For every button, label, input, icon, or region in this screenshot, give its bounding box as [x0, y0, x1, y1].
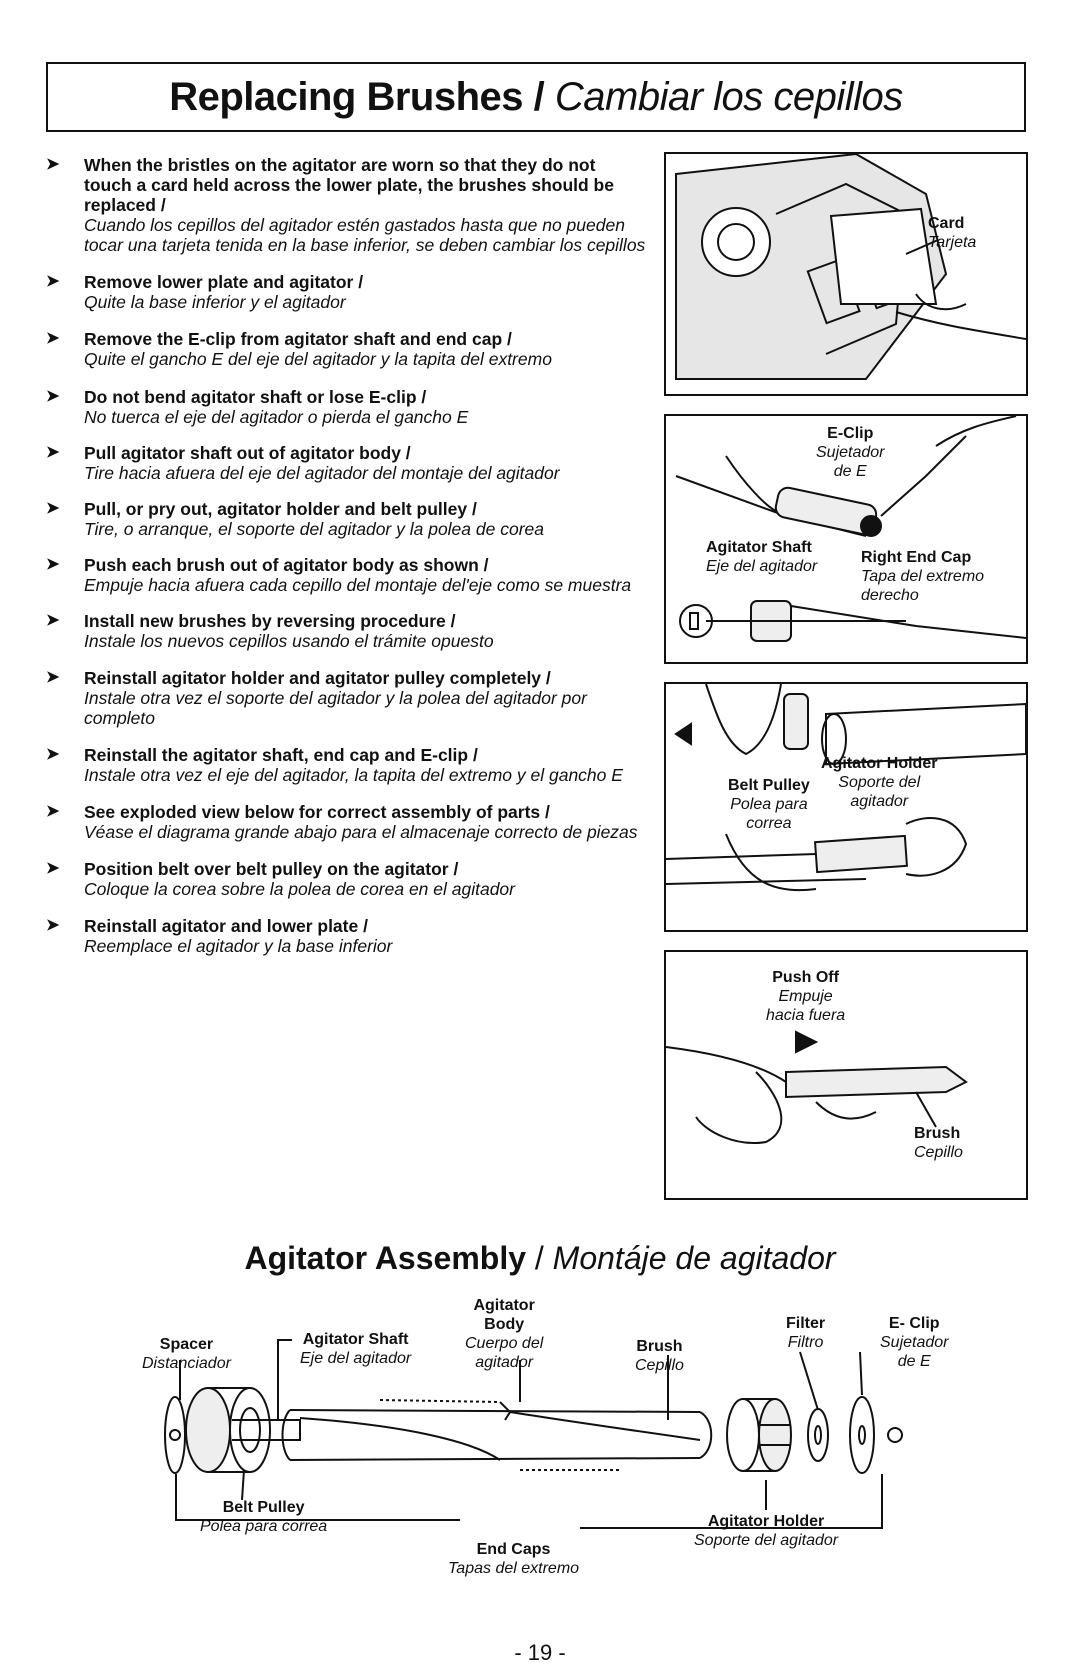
- agitator-holder-label: Agitator Holder Soporte del agitador: [694, 1513, 839, 1549]
- brush-label: Brush Cepillo: [635, 1338, 684, 1374]
- filter-label: Filter Filtro: [786, 1315, 826, 1351]
- bullet-arrow-icon: ➤: [46, 444, 60, 461]
- bullet-arrow-icon: ➤: [46, 803, 60, 820]
- belt-pulley-label: Belt Pulley Polea para correa: [728, 777, 810, 832]
- instruction-step: ➤ Do not bend agitator shaft or lose E-clip / No tuerca el eje del agitador o pierda el gancho E: [46, 387, 469, 427]
- bullet-arrow-icon: ➤: [46, 612, 60, 629]
- end-caps-label: End Caps Tapas del extremo: [448, 1541, 580, 1577]
- vacuum-card-illustration: [666, 154, 1026, 394]
- instruction-list: [46, 155, 646, 970]
- instruction-step: ➤ Reinstall agitator and lower plate / Reemplace el agitador y la base inferior: [46, 916, 393, 956]
- bullet-arrow-icon: ➤: [46, 273, 60, 290]
- push-brush-illustration: [666, 952, 1026, 1198]
- push-off-label: Push Off Empuje hacia fuera: [766, 969, 846, 1024]
- bullet-arrow-icon: ➤: [46, 746, 60, 763]
- instruction-step: ➤ Push each brush out of agitator body as shown / Empuje hacia afuera cada cepillo del montaje del'eje como se muestra: [46, 555, 632, 595]
- instruction-step: ➤ Pull agitator shaft out of agitator body / Tire hacia afuera del eje del agitador del montaje del agitador: [46, 443, 560, 483]
- bullet-arrow-icon: ➤: [46, 330, 60, 347]
- card-label: Card Tarjeta: [928, 215, 977, 251]
- assembly-title: Agitator Assembly / Montáje de agitador: [244, 1240, 836, 1276]
- bullet-arrow-icon: ➤: [46, 860, 60, 877]
- bullet-arrow-icon: ➤: [46, 556, 60, 573]
- instruction-step: ➤ Reinstall the agitator shaft, end cap and E-clip / Instale otra vez el eje del agitador, la tapita del extremo y el gancho E: [46, 745, 623, 785]
- eclip-label: E-Clip Sujetador de E: [816, 425, 885, 480]
- holder-pulley-figure: [664, 682, 1028, 932]
- right-end-cap-label: Right End Cap Tapa del extremo derecho: [861, 549, 985, 604]
- instruction-step: ➤ See exploded view below for correct assembly of parts / Véase el diagrama grande abajo para el almacenaje correcto de piezas: [46, 802, 638, 842]
- agitator-body-label: Agitator Body Cuerpo del agitador: [465, 1297, 544, 1371]
- bullet-arrow-icon: ➤: [46, 156, 60, 173]
- eclip-removal-figure: [664, 414, 1028, 664]
- instruction-step: ➤ When the bristles on the agitator are worn so that they do not touch a card held across the lower plate, the brushes should be replaced / Cuando los cepillos del agitador estén gastados hasta que no pueden tocar una tarjeta tenida en la base inferior, se deben cambiar los cepillos: [46, 155, 646, 255]
- bullet-arrow-icon: ➤: [46, 917, 60, 934]
- instruction-step: ➤ Install new brushes by reversing procedure / Instale los nuevos cepillos usando el trámite opuesto: [46, 611, 494, 651]
- instruction-step: ➤ Remove lower plate and agitator / Quite la base inferior y el agitador: [46, 272, 364, 312]
- agitator-holder-label: Agitator Holder Soporte del agitador: [821, 755, 938, 810]
- spacer-label: Spacer Distanciador: [142, 1336, 231, 1372]
- title-box: [46, 62, 1026, 132]
- push-off-figure: [664, 950, 1028, 1200]
- card-test-figure: [664, 152, 1028, 396]
- instruction-step: ➤ Pull, or pry out, agitator holder and belt pulley / Tire, o arranque, el soporte del agitador y la polea de corea: [46, 499, 544, 539]
- instruction-step: ➤ Position belt over belt pulley on the agitator / Coloque la corea sobre la polea de corea en el agitador: [46, 859, 515, 899]
- instruction-step: ➤ Remove the E-clip from agitator shaft and end cap / Quite el gancho E del eje del agitador y la tapita del extremo: [46, 329, 552, 369]
- belt-pulley-label: Belt Pulley Polea para correa: [200, 1499, 328, 1535]
- page-number: - 19 -: [514, 1640, 566, 1665]
- agitator-shaft-label: Agitator Shaft Eje del agitador: [300, 1331, 412, 1367]
- bullet-arrow-icon: ➤: [46, 669, 60, 686]
- bullet-arrow-icon: ➤: [46, 388, 60, 405]
- eclip-label: E- Clip Sujetador de E: [880, 1315, 949, 1370]
- bullet-arrow-icon: ➤: [46, 500, 60, 517]
- page-title: Replacing Brushes / Cambiar los cepillos: [169, 75, 903, 119]
- agitator-shaft-label: Agitator Shaft Eje del agitador: [706, 539, 818, 575]
- instruction-step: ➤ Reinstall agitator holder and agitator pulley completely / Instale otra vez el soporte del agitador y la polea del agitador por completo: [46, 668, 587, 728]
- brush-label: Brush Cepillo: [914, 1125, 963, 1161]
